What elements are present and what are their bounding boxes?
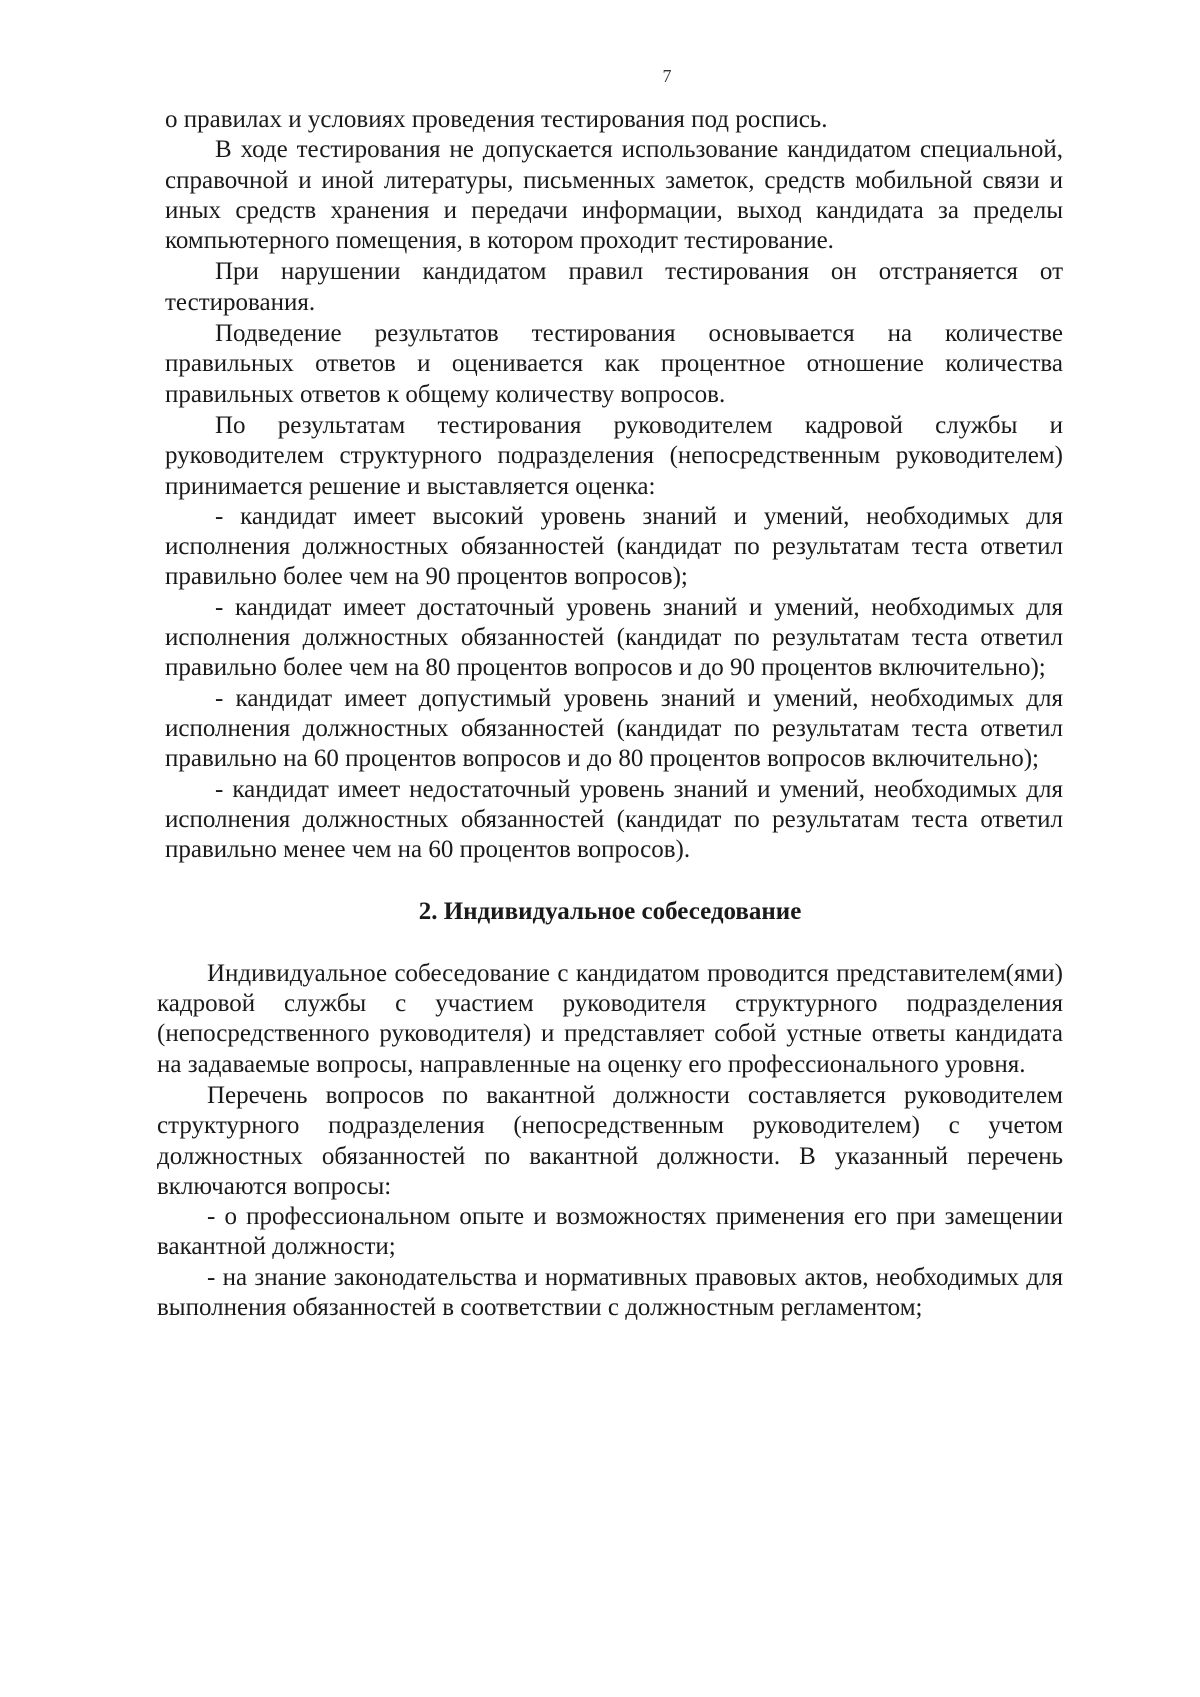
section-interview — [157, 897, 1063, 1323]
section-heading-interview: 2. Индивидуальное собеседование — [418, 898, 802, 926]
list-item-grade-sufficient: - кандидат имеет достаточный уровень знаний и умений, необходимых для исполнения должностных обязанностей (кандидат по результатам теста ответил правильно более чем на 80 процентов вопросов и до 90 процентов включительно); — [165, 593, 1063, 682]
paragraph-interview-description: Индивидуальное собеседование с кандидатом проводится представителем(ями) кадровой службы с участием руководителя структурного подразделения (непосредственного руководителя) и представляет собой устные ответы кандидата на задаваемые вопросы, направленные на оценку его профессионального уровня. — [157, 959, 1063, 1078]
list-item-grade-acceptable: - кандидат имеет допустимый уровень знаний и умений, необходимых для исполнения должностных обязанностей (кандидат по результатам теста ответил правильно на 60 процентов вопросов и до 80 процентов вопросов включительно); — [165, 684, 1063, 773]
paragraph-question-list: Перечень вопросов по вакантной должности составляется руководителем структурного подразделения (непосредственным руководителем) с учетом должностных обязанностей по вакантной должности. В указанный перечень включаются вопросы: — [157, 1081, 1063, 1200]
list-item-grade-high: - кандидат имеет высокий уровень знаний и умений, необходимых для исполнения должностных обязанностей (кандидат по результатам теста ответил правильно более чем на 90 процентов вопросов); — [165, 502, 1063, 591]
list-item-grade-insufficient: - кандидат имеет недостаточный уровень знаний и умений, необходимых для исполнения должностных обязанностей (кандидат по результатам теста ответил правильно менее чем на 60 процентов вопросов). — [165, 775, 1063, 864]
paragraph-decision-grade: По результатам тестирования руководителем кадровой службы и руководителем структурного подразделения (непосредственным руководителем) принимается решение и выставляется оценка: — [165, 411, 1063, 500]
paragraph-rules-signature: о правилах и условиях проведения тестирования под роспись. — [165, 106, 828, 133]
page-number: 7 — [662, 66, 672, 86]
list-item-legislation-knowledge: - на знание законодательства и нормативных правовых актов, необходимых для выполнения обязанностей в соответствии с должностным регламентом; — [157, 1263, 1063, 1321]
paragraph-testing-restrictions: В ходе тестирования не допускается использование кандидатом специальной, справочной и иной литературы, письменных заметок, средств мобильной связи и иных средств хранения и передачи информации, выход кандидата за пределы компьютерного помещения, в котором проходит тестирование. — [165, 136, 1063, 255]
page-content — [157, 105, 1063, 1323]
list-item-professional-experience: - о профессиональном опыте и возможностях применения его при замещении вакантной должности; — [157, 1203, 1063, 1261]
paragraph-results-summary: Подведение результатов тестирования основывается на количестве правильных ответов и оценивается как процентное отношение количества правильных ответов к общему количеству вопросов. — [165, 320, 1063, 408]
paragraph-rule-violation: При нарушении кандидатом правил тестирования он отстраняется от тестирования. — [165, 258, 1063, 316]
